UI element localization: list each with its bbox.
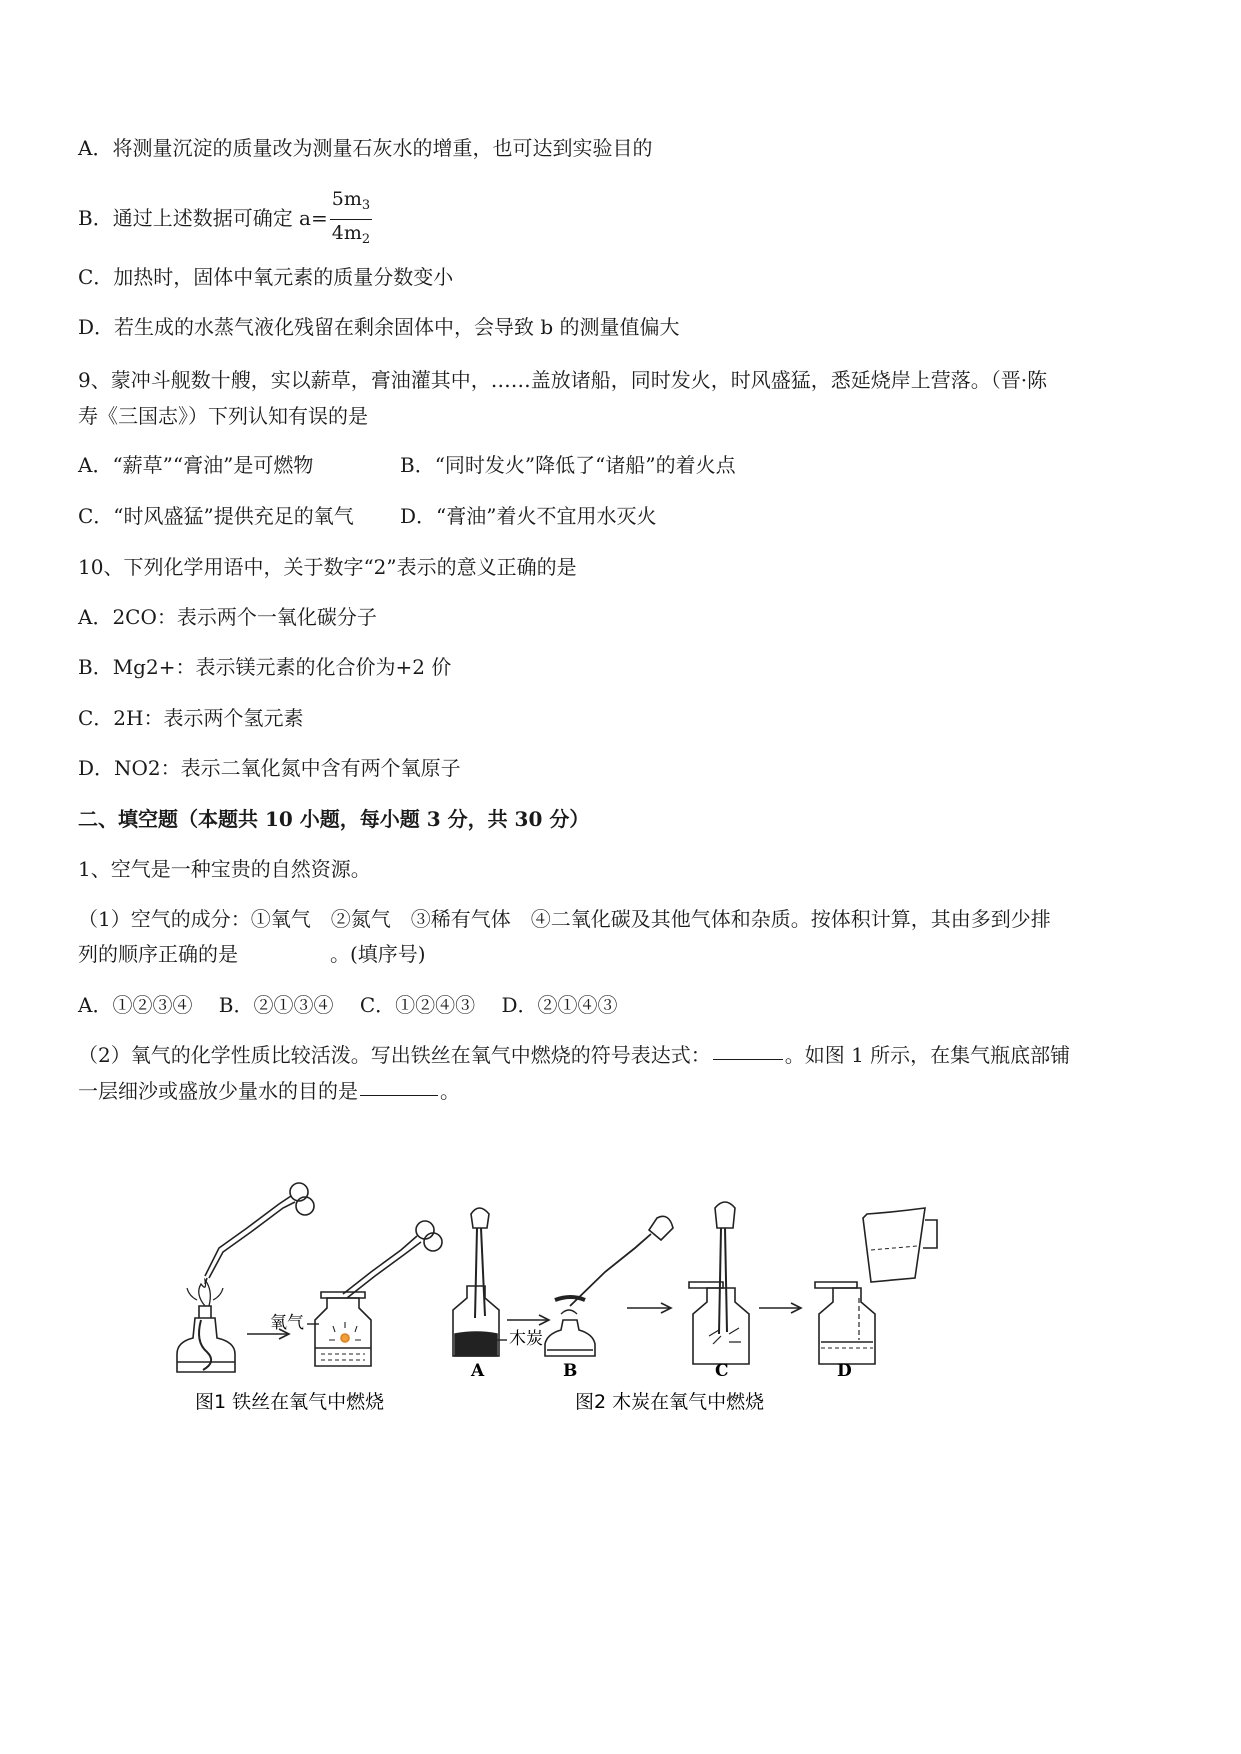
jar-c-icon <box>689 1202 749 1364</box>
q9-stem-line2: 寿《三国志》）下列认知有误的是 <box>78 404 368 428</box>
q10-option-a: A．2CO：表示两个一氧化碳分子 <box>78 605 377 629</box>
fq1-part1-line2: 列的顺序正确的是 。(填序号) <box>78 942 426 966</box>
q9-option-a: A．“薪草”“膏油”是可燃物 <box>78 453 314 477</box>
answer-blank[interactable] <box>713 1058 783 1060</box>
spirit-lamp-icon <box>177 1280 235 1372</box>
lamp-b-icon <box>545 1216 673 1356</box>
q8-option-b: B．通过上述数据可确定 a= $\frac{5m_3}{4m_2}$ <box>78 188 372 251</box>
label-oxygen: 氧气 <box>270 1313 304 1333</box>
arrow-icon <box>759 1303 801 1313</box>
q8-option-a: A．将测量沉淀的质量改为测量石灰水的增重，也可达到实验目的 <box>78 136 653 160</box>
beaker-icon <box>863 1208 937 1282</box>
fq1-part1-options: A．①②③④ B．②①③④ C．①②④③ D．②①④③ <box>78 993 618 1017</box>
section-heading: 二、填空题（本题共 10 小题，每小题 3 分，共 30 分） <box>78 807 590 831</box>
letter-b: B <box>563 1361 578 1381</box>
q10-option-b: B．Mg2+：表示镁元素的化合价为+2 价 <box>78 655 452 679</box>
q8-option-c: C．加热时，固体中氧元素的质量分数变小 <box>78 265 454 289</box>
caption-figure-2: 图2 木炭在氧气中燃烧 <box>575 1391 765 1413</box>
q10-option-c: C．2H：表示两个氢元素 <box>78 706 304 730</box>
q9-option-c: C．“时风盛猛”提供充足的氧气 <box>78 504 354 528</box>
tongs-icon <box>205 1183 314 1284</box>
caption-figure-1: 图1 铁丝在氧气中燃烧 <box>195 1391 385 1413</box>
answer-blank[interactable] <box>360 1094 438 1096</box>
letter-d: D <box>837 1361 852 1381</box>
arrow-icon <box>627 1303 671 1313</box>
fraction: $\frac{5m_3}{4m_2}$ <box>331 188 371 247</box>
fq1-part1-line1: （1）空气的成分：①氧气 ②氮气 ③稀有气体 ④二氧化碳及其他气体和杂质。按体积计算，其由多到少排 <box>78 907 1051 931</box>
letter-c: C <box>715 1361 729 1381</box>
fq1-stem: 1、空气是一种宝贵的自然资源。 <box>78 857 371 881</box>
q9-option-d: D．“膏油”着火不宜用水灭火 <box>400 504 657 528</box>
combustion-figure <box>195 1258 955 1413</box>
fq1-part2-line1: （2）氧气的化学性质比较活泼。写出铁丝在氧气中燃烧的符号表达式： 。如图 1 所示，在集气瓶底部铺 <box>78 1043 1071 1067</box>
jar-d-icon <box>815 1282 875 1364</box>
q8-option-d: D．若生成的水蒸气液化残留在剩余固体中，会导致 b 的测量值偏大 <box>78 315 680 339</box>
jar-a-icon <box>453 1208 499 1356</box>
fq1-part2-line2: 一层细沙或盛放少量水的目的是 。 <box>78 1079 460 1103</box>
letter-a: A <box>471 1361 485 1381</box>
label-charcoal: 木炭 <box>509 1329 543 1349</box>
tongs-icon <box>343 1221 442 1298</box>
q9-option-b: B．“同时发火”降低了“诸船”的着火点 <box>400 453 736 477</box>
arrow-icon <box>507 1315 549 1325</box>
q10-option-d: D．NO2：表示二氧化氮中含有两个氧原子 <box>78 756 461 780</box>
q10-stem: 10、下列化学用语中，关于数字“2”表示的意义正确的是 <box>78 555 577 579</box>
q9-stem-line1: 9、蒙冲斗舰数十艘，实以薪草，膏油灌其中，……盖放诸船，同时发火，时风盛猛，悉延烧岸上营落。（晋·陈 <box>78 368 1048 392</box>
gas-jar-icon <box>315 1292 371 1366</box>
